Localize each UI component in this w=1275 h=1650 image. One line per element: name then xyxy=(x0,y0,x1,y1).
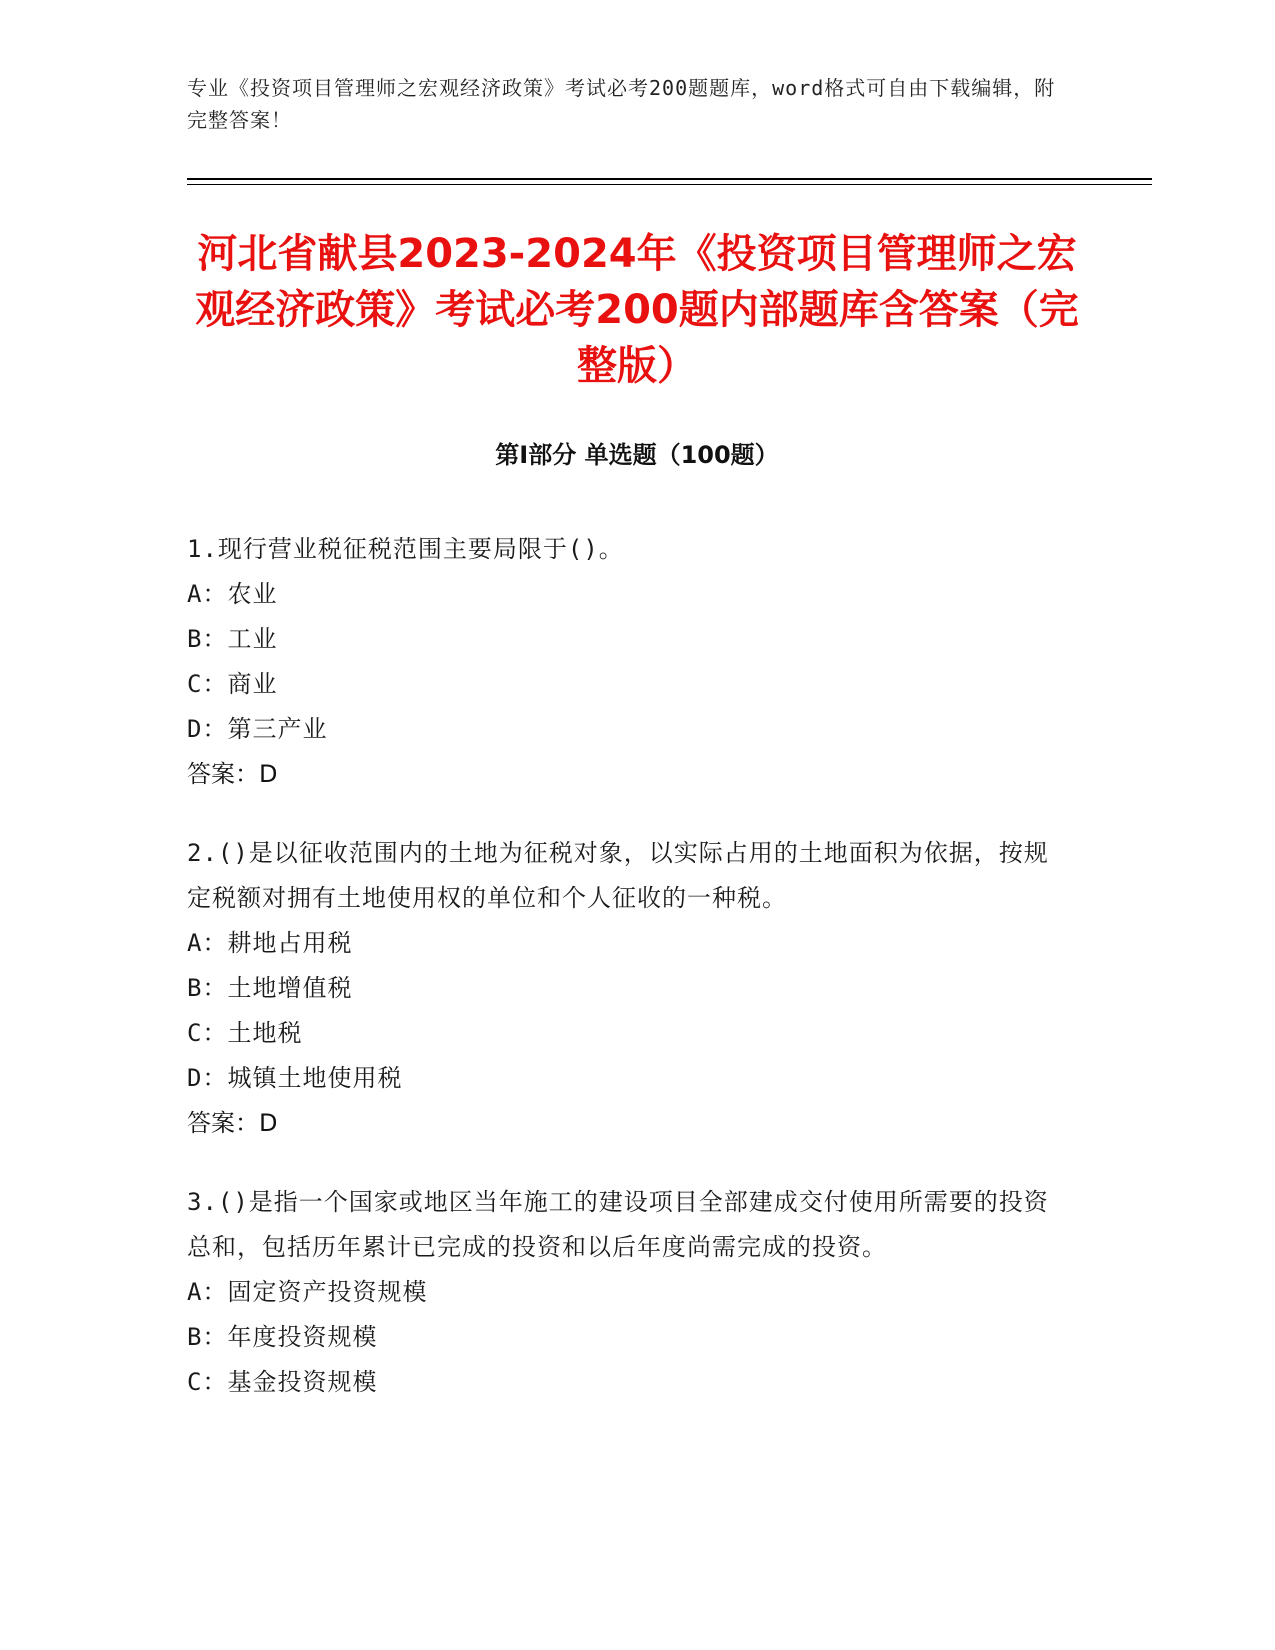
option-b: B：工业 xyxy=(187,625,278,653)
option-a: A：耕地占用税 xyxy=(187,929,353,957)
option-c: C：土地税 xyxy=(187,1019,303,1047)
option-c: C：商业 xyxy=(187,670,278,698)
answer: 答案：D xyxy=(187,1109,278,1137)
option-d: D：第三产业 xyxy=(187,715,328,743)
option-d: D：城镇土地使用税 xyxy=(187,1064,403,1092)
header-note: 专业《投资项目管理师之宏观经济政策》考试必考200题题库，word格式可自由下载编辑，附完整答案！ xyxy=(187,76,1056,132)
option-a: A：农业 xyxy=(187,580,278,608)
document-title: 河北省献县2023-2024年《投资项目管理师之宏观经济政策》考试必考200题内部题库含答案（完整版） xyxy=(195,231,1079,389)
question-list xyxy=(187,527,1067,1439)
option-a: A：固定资产投资规模 xyxy=(187,1278,428,1306)
question-stem: 3.()是指一个国家或地区当年施工的建设项目全部建成交付使用所需要的投资总和，包括历年累计已完成的投资和以后年度尚需完成的投资。 xyxy=(187,1188,1049,1261)
answer: 答案：D xyxy=(187,760,278,788)
option-b: B：土地增值税 xyxy=(187,974,353,1002)
question-stem: 1.现行营业税征税范围主要局限于()。 xyxy=(187,535,624,563)
header-divider-thin xyxy=(187,184,1152,185)
header-divider-thick xyxy=(187,178,1152,180)
section-heading: 第Ⅰ部分 单选题（100题） xyxy=(495,441,779,469)
question-stem: 2.()是以征收范围内的土地为征税对象，以实际占用的土地面积为依据，按规定税额对拥有土地使用权的单位和个人征收的一种税。 xyxy=(187,839,1049,912)
question-3 xyxy=(187,1180,1067,1405)
option-b: B：年度投资规模 xyxy=(187,1323,378,1351)
question-1 xyxy=(187,527,1067,797)
option-c: C：基金投资规模 xyxy=(187,1368,378,1396)
question-2 xyxy=(187,831,1067,1146)
